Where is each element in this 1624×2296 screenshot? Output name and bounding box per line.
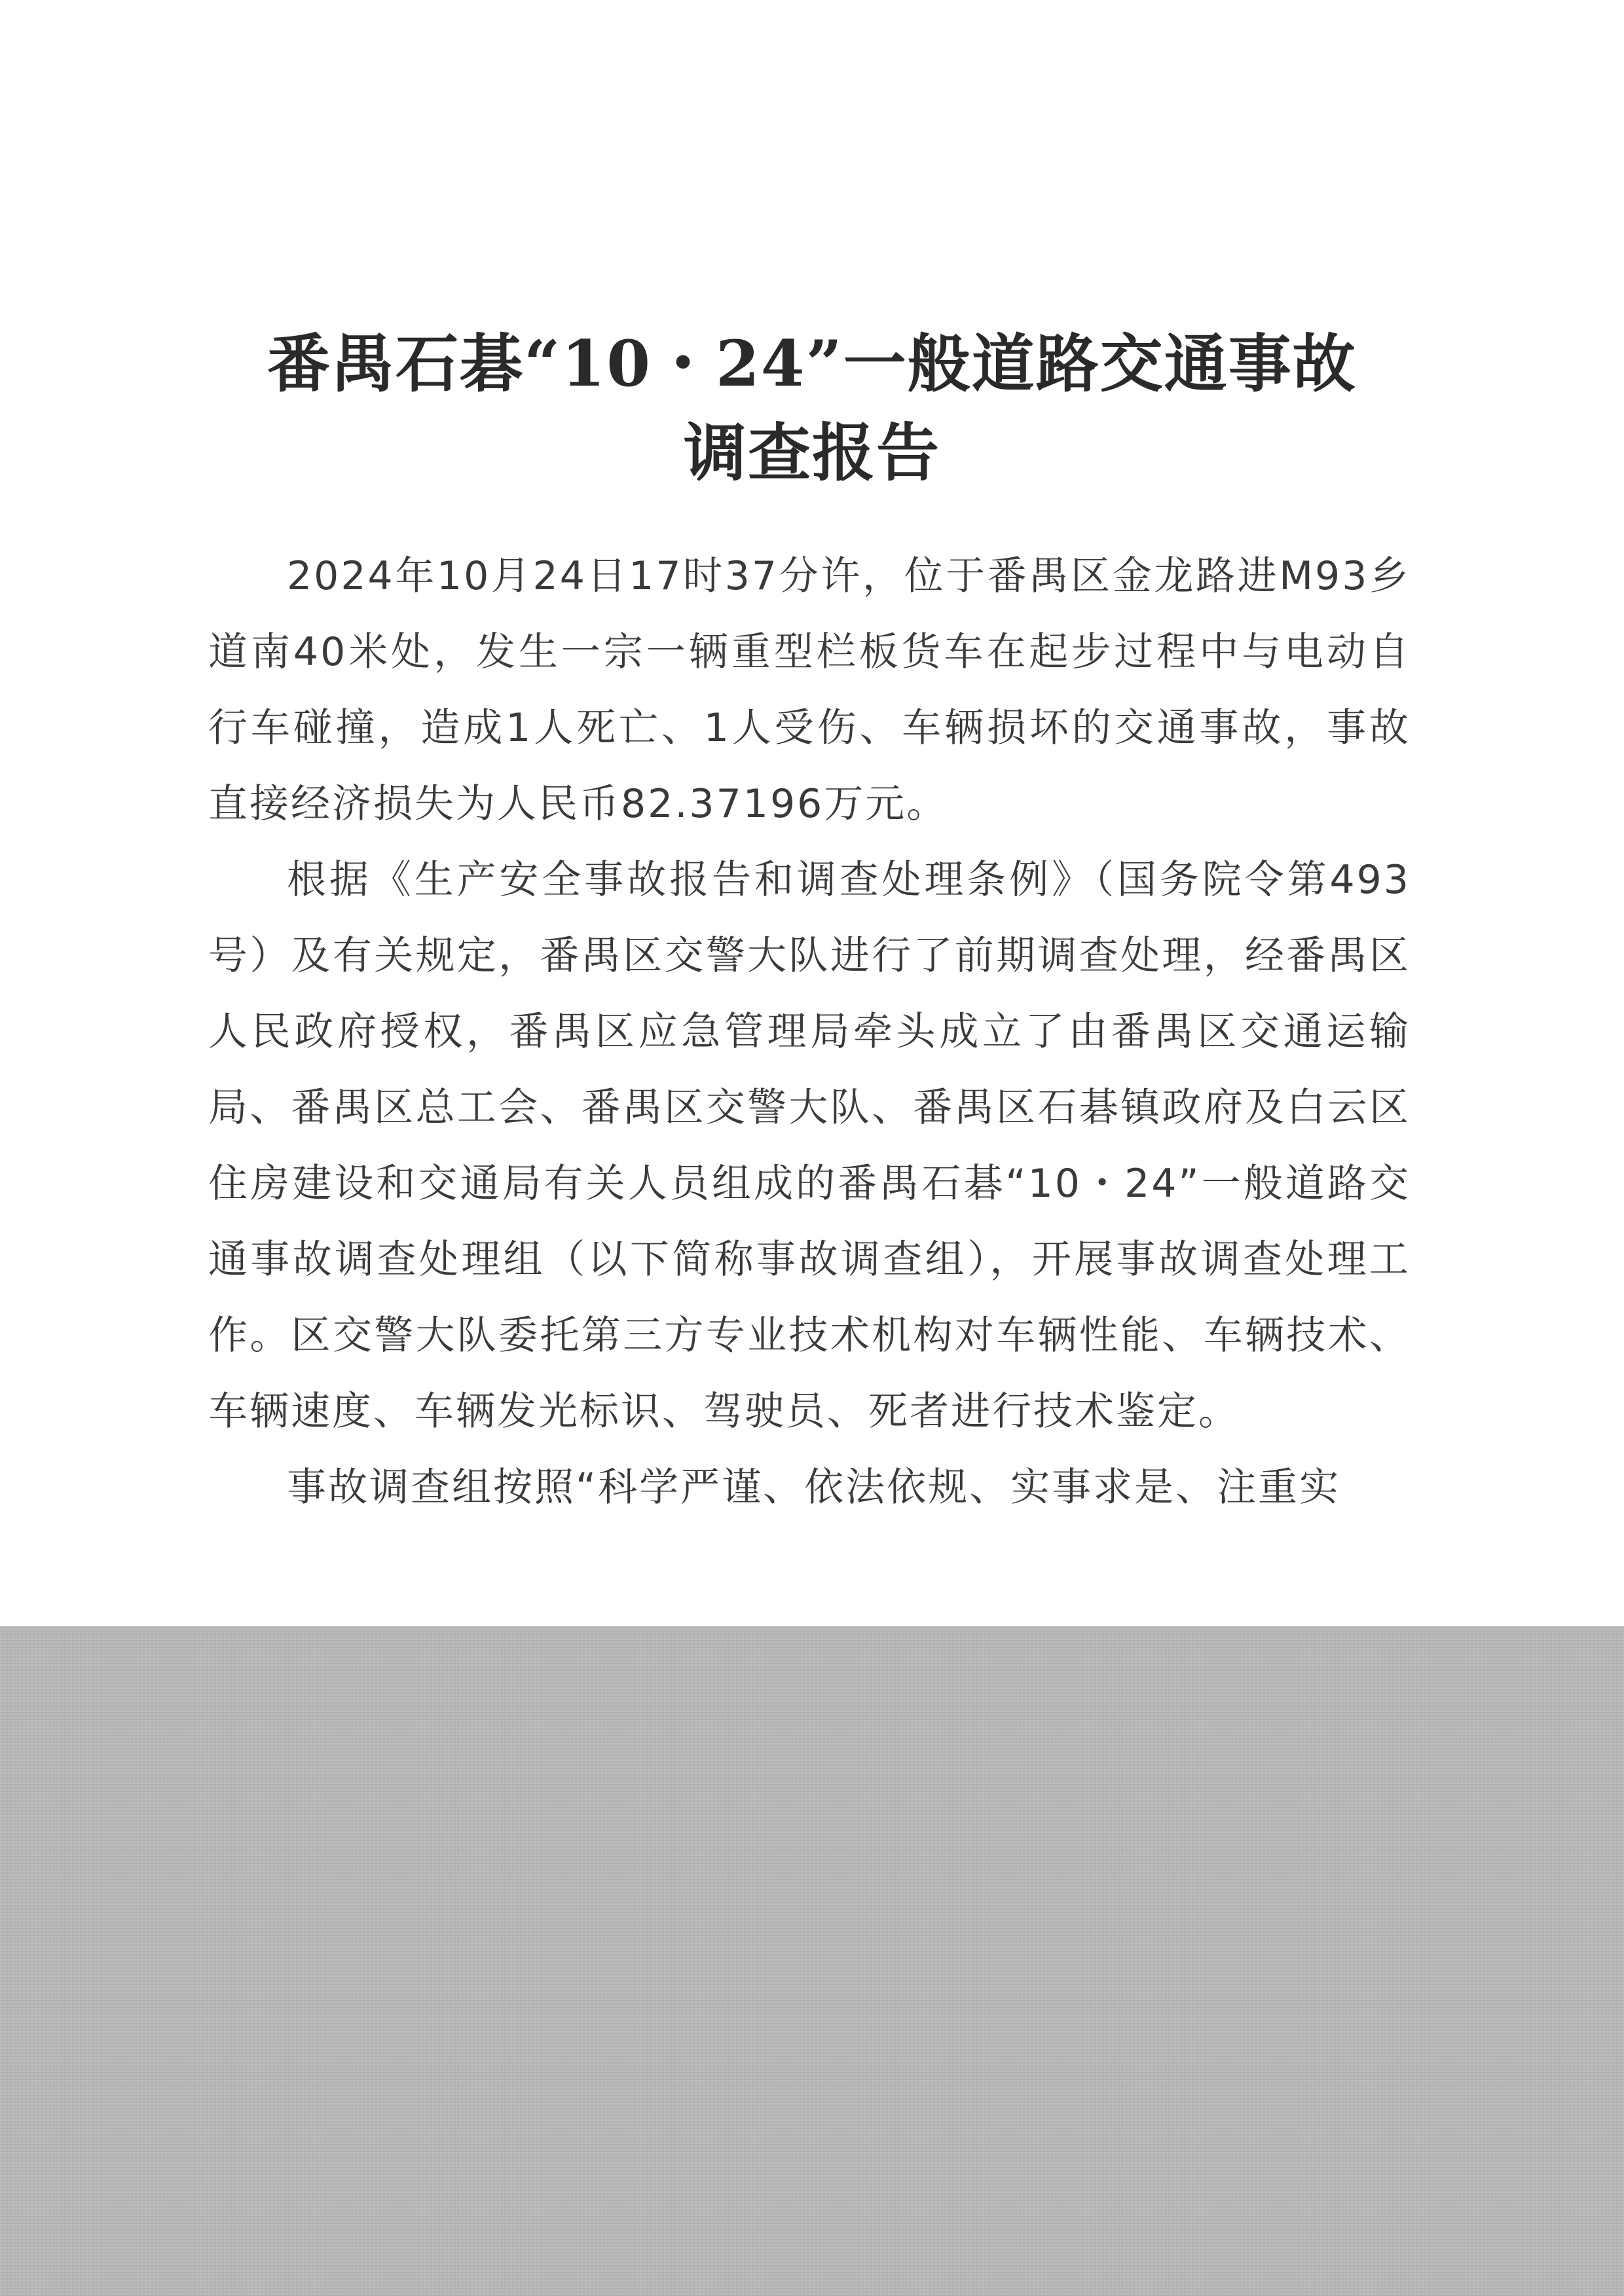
paragraph-2: 根据《生产安全事故报告和调查处理条例》（国务院令第493号）及有关规定，番禺区交警大队进行了前期调查处理，经番禺区人民政府授权，番禺区应急管理局牵头成立了由番禺区交通运输局、番禺区总工会、番禺区交警大队、番禺区石碁镇政府及白云区住房建设和交通局有关人员组成的番禺石碁“10・24”一般道路交通事故调查处理组（以下简称事故调查组），开展事故调查处理工作。区交警大队委托第三方专业技术机构对车辆性能、车辆技术、车辆速度、车辆发光标识、驾驶员、死者进行技术鉴定。 — [208, 857, 1411, 1434]
paragraph-3: 事故调查组按照“科学严谨、依法依规、实事求是、注重实 — [287, 1465, 1341, 1510]
redacted-area — [0, 1626, 1624, 2296]
title-line-2: 调查报告 — [684, 416, 940, 490]
report-title — [0, 319, 1624, 498]
title-line-1: 番禺石碁“10・24”一般道路交通事故 — [267, 327, 1357, 401]
paragraph-1: 2024年10月24日17时37分许，位于番禺区金龙路进M93乡道南40米处，发生一宗一辆重型栏板货车在起步过程中与电动自行车碰撞，造成1人死亡、1人受伤、车辆损坏的交通事故，事故直接经济损失为人民币82.37196万元。 — [208, 553, 1411, 827]
report-body — [208, 538, 1411, 1525]
